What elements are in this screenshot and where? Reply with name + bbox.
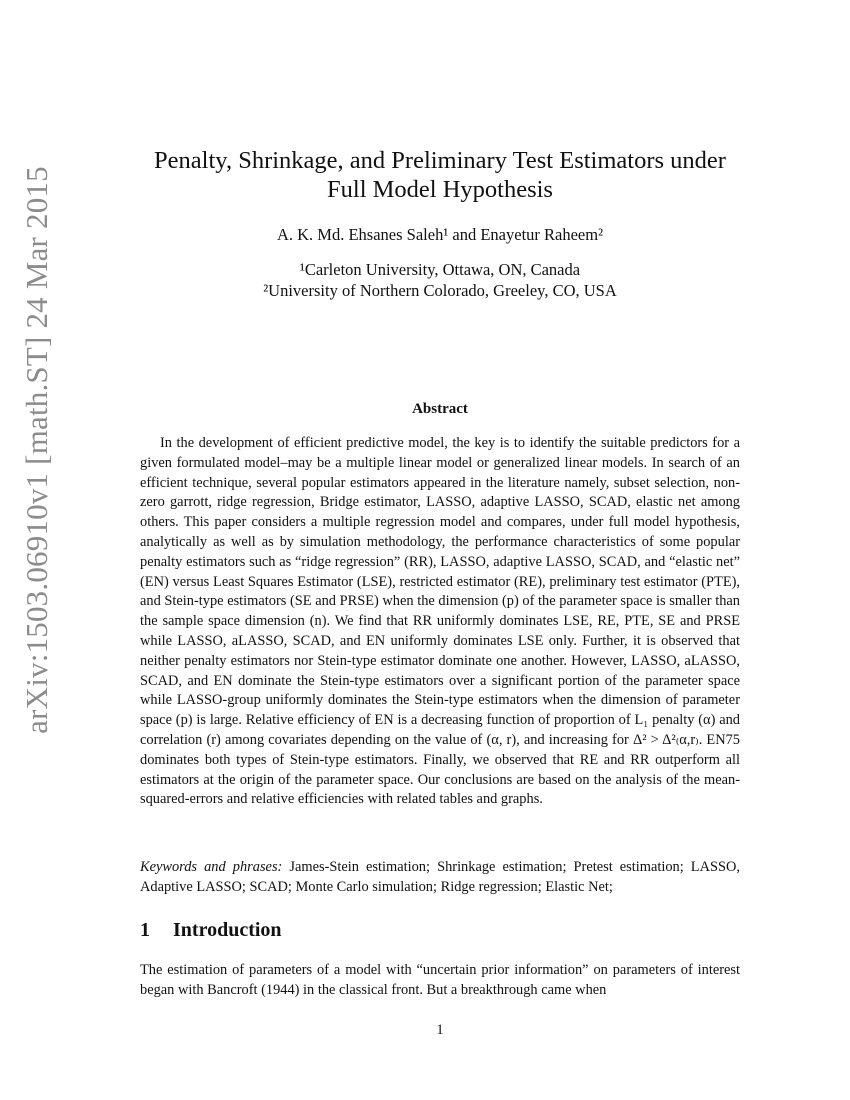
affiliations [100,259,780,301]
section-heading [140,919,740,942]
paper-title [100,146,780,204]
keywords-list: James-Stein estimation; Shrinkage estimation; Pretest estimation; LASSO, Adaptive LASSO; SCAD; Monte Carlo simulation; Ridge regression; Elastic Net; [140,859,740,895]
title-line: Penalty, Shrinkage, and Preliminary Test Estimators under [154,147,726,174]
affiliation-1: ¹Carleton University, Ottawa, ON, Canada [299,260,581,279]
intro-body [140,960,740,1000]
arxiv-id-text: arXiv:1503.06910v1 [math.ST] 24 Mar 2015 [19,166,54,734]
abstract-paragraph: In the development of efficient predictive model, the key is to identify the suitable predictors for a given formulated model–may be a multiple linear model or generalized linear models. In search of an efficient technique, several popular estimators appeared in the literature namely, subset selection, non-zero garrott, ridge regression, Bridge estimator, LASSO, adaptive LASSO, SCAD, elastic net among others. This paper considers a multiple regression model and compares, under full model hypothesis, analytically as well as by simulation methodology, the performance characteristics of some popular penalty estimators such as “ridge regression” (RR), LASSO, adaptive LASSO, SCAD, and “elastic net” (EN) versus Least Squares Estimator (LSE), restricted estimator (RE), preliminary test estimator (PTE), and Stein-type estimators (SE and PRSE) when the dimension (p) of the parameter space is smaller than the sample space dimension (n). We find that RR uniformly dominates LSE, RE, PTE, SE and PRSE while LASSO, aLASSO, SCAD, and EN uniformly dominates LSE only. Further, it is observed that neither penalty estimators nor Stein-type estimator dominate one another. However, LASSO, aLASSO, SCAD, and EN dominate the Stein-type estimators over a significant portion of the parameter space while LASSO-group uniformly dominates the Stein-type estimators when the dimension of parameter space (p) is large. Relative efficiency of EN is a decreasing function of proportion of L₁ penalty (α) and correlation (r) among covariates depending on the value of (α, r), and increasing for Δ² > Δ²₍α,r₎. EN75 dominates both types of Stein-type estimators. Finally, we observed that RE and RR outperform all estimators at the origin of the parameter space. Our conclusions are based on the analysis of the mean-squared-errors and relative efficiencies with related tables and graphs. [140,435,740,808]
section-title: Introduction [173,919,282,941]
keywords-block [140,858,740,898]
keywords-label: Keywords and phrases: [140,859,283,875]
affiliation-2: ²University of Northern Colorado, Greeley, CO, USA [263,281,617,300]
intro-paragraph: The estimation of parameters of a model with “uncertain prior information” on parameters of interest began with Bancroft (1944) in the classical front. But a breakthrough came when [140,962,740,998]
title-line: Full Model Hypothesis [327,176,553,203]
author-list: A. K. Md. Ehsanes Saleh¹ and Enayetur Raheem² [276,225,604,244]
arxiv-side-identifier [19,166,54,734]
page-number: 1 [436,1022,444,1038]
abstract-heading: Abstract [412,401,468,417]
section-number: 1 [140,919,150,941]
abstract-body [140,434,740,810]
